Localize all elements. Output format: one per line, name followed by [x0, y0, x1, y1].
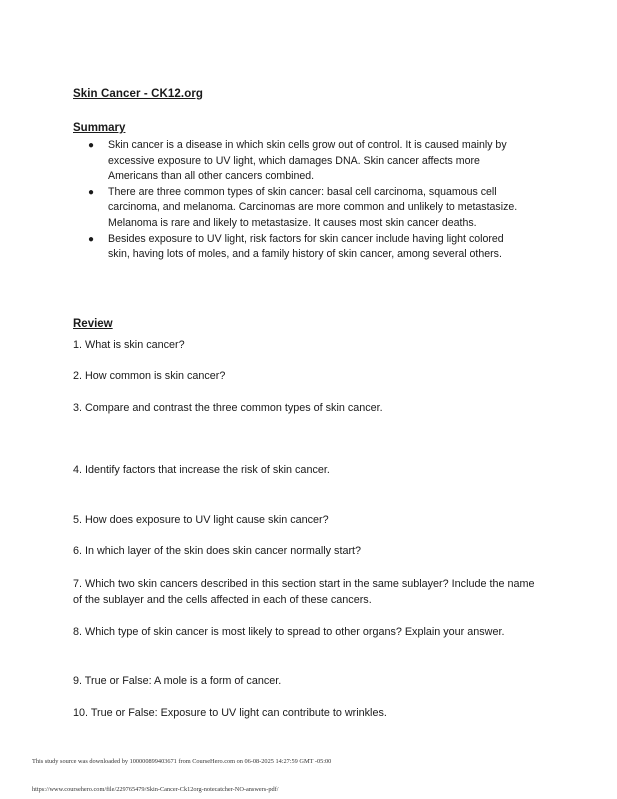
- review-question: 10. True or False: Exposure to UV light can contribute to wrinkles.: [73, 707, 387, 719]
- review-question: 2. How common is skin cancer?: [73, 370, 226, 382]
- review-heading: Review: [73, 318, 113, 330]
- summary-item-text: Besides exposure to UV light, risk factors for skin cancer include having light colored skin, having lots of moles, and a family history of skin cancer, among several others.: [108, 232, 504, 261]
- review-question: 1. What is skin cancer?: [73, 339, 185, 351]
- review-question: 3. Compare and contrast the three common types of skin cancer.: [73, 402, 383, 414]
- source-url[interactable]: https://www.coursehero.com/file/229765479/Skin-Cancer-Ck12org-notecatcher-NO-answers-pdf/: [32, 786, 279, 793]
- summary-list: [88, 138, 518, 263]
- summary-heading: Summary: [73, 122, 126, 134]
- review-question: 6. In which layer of the skin does skin cancer normally start?: [73, 545, 362, 557]
- download-note: This study source was downloaded by 100000899403671 from CourseHero.com on 06-08-2025 14:27:59 GMT -05:00: [32, 758, 332, 765]
- summary-item-text: There are three common types of skin cancer: basal cell carcinoma, squamous cell carcinoma, and melanoma. Carcinomas are more common and unlikely to metastasize. Melanoma is rare and likely to metastasize. It causes most skin cancer deaths.: [108, 185, 518, 229]
- review-question: 5. How does exposure to UV light cause skin cancer?: [73, 514, 329, 526]
- summary-item-text: Skin cancer is a disease in which skin cells grow out of control. It is caused mainly by excessive exposure to UV light, which damages DNA. Skin cancer affects more Americans than all other cancers combined.: [108, 139, 507, 183]
- bullet-icon: ●: [88, 233, 95, 245]
- summary-item: [88, 138, 518, 185]
- document-title: Skin Cancer - CK12.org: [73, 88, 204, 100]
- review-question: 4. Identify factors that increase the risk of skin cancer.: [73, 464, 330, 476]
- review-question: 7. Which two skin cancers described in this section start in the same sublayer? Include the name of the sublayer and the cells affected in each of these cancers.: [73, 578, 535, 606]
- review-question: 9. True or False: A mole is a form of cancer.: [73, 675, 282, 687]
- review-question: 8. Which type of skin cancer is most likely to spread to other organs? Explain your answer.: [73, 626, 505, 638]
- summary-item: [88, 232, 518, 263]
- bullet-icon: ●: [88, 140, 95, 151]
- bullet-icon: ●: [88, 186, 95, 198]
- summary-item: [88, 185, 518, 232]
